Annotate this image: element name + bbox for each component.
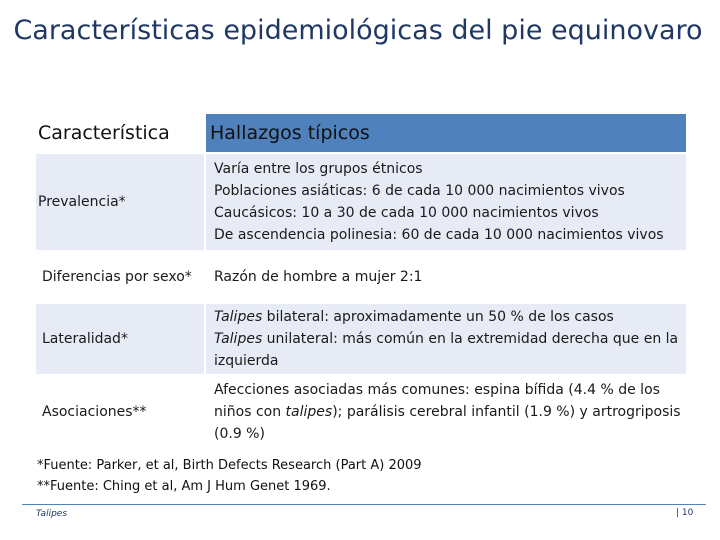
row-values-lateralidad (206, 304, 686, 374)
table-header-row (36, 114, 686, 152)
row-values-prevalencia (206, 154, 686, 250)
row-label-asociaciones: Asociaciones** (36, 376, 204, 448)
row-label-sexo: Diferencias por sexo* (36, 252, 204, 302)
footnote-ching: **Fuente: Ching et al, Am J Hum Genet 1969. (37, 479, 331, 494)
talipes-term: Talipes (214, 309, 263, 325)
lateralidad-bilateral-text (214, 306, 686, 328)
prevalencia-line: Varía entre los grupos étnicos (214, 161, 423, 177)
footer-brand: Talipes (36, 509, 68, 519)
row-values-asociaciones (206, 376, 686, 448)
row-value-sexo: Razón de hombre a mujer 2:1 (206, 252, 686, 302)
footnotes (37, 455, 422, 497)
header-hallazgos: Hallazgos típicos (206, 114, 686, 152)
prevalencia-line: Caucásicos: 10 a 30 de cada 10 000 nacimientos vivos (214, 205, 599, 221)
prevalencia-line: De ascendencia polinesia: 60 de cada 10 000 nacimientos vivos (214, 227, 664, 243)
footnote-parker: *Fuente: Parker, et al, Birth Defects Research (Part A) 2009 (37, 458, 422, 473)
bilateral-text: bilateral: aproximadamente un 50 % de los casos (262, 309, 614, 325)
unilateral-text: unilateral: más común en la extremidad derecha que en la izquierda (214, 331, 679, 369)
page-number: | 10 (676, 508, 694, 518)
footer-divider (22, 504, 706, 505)
asociaciones-text-2: ); parálisis cerebral infantil (1.9 %) y artrogriposis (0.9 %) (214, 404, 681, 442)
asociaciones-text-1: Afecciones asociadas más comunes: espina bífida (4.4 % de los niños con (214, 382, 660, 420)
talipes-term: Talipes (214, 331, 263, 347)
table-row-lateralidad (36, 304, 686, 374)
table-row-sexo (36, 252, 686, 302)
header-caracteristica: Característica (36, 114, 204, 152)
table-row-prevalencia (36, 154, 686, 250)
slide-title: Características epidemiológicas del pie equinovaro (13, 15, 703, 46)
prevalencia-line: Poblaciones asiáticas: 6 de cada 10 000 nacimientos vivos (214, 183, 625, 199)
row-label-prevalencia: Prevalencia* (36, 154, 204, 250)
row-label-lateralidad: Lateralidad* (36, 304, 204, 374)
table-row-asociaciones (36, 376, 686, 448)
talipes-term: talipes (285, 404, 333, 420)
lateralidad-unilateral-text (214, 328, 686, 372)
